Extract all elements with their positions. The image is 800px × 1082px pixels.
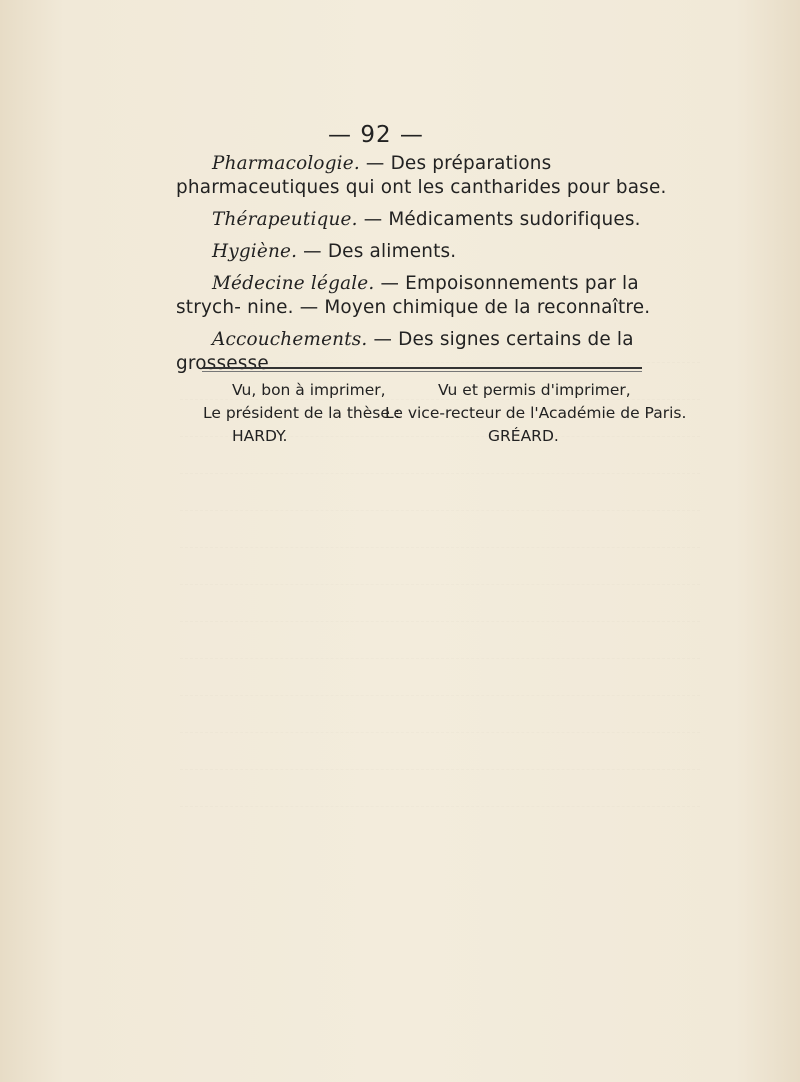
paragraph-pharmacologie [176, 152, 676, 200]
main-text [176, 120, 676, 376]
section-text-medecine-legale: — Empoisonnements par la strych- nine. — Moyen chimique de la reconnaître. [176, 273, 651, 318]
section-title-medecine-legale: Médecine légale. [212, 273, 375, 294]
section-text-hygiene: — Des aliments. [297, 241, 457, 262]
paragraph-hygiene [176, 240, 676, 264]
paragraph-medecine-legale [176, 272, 676, 320]
section-title-pharmacologie: Pharmacologie. [212, 153, 360, 174]
section-text-pharmacologie: — Des préparations pharmaceutiques qui ont les cantharides pour base. [176, 153, 667, 198]
signature-right-name: GRÉARD. [488, 427, 559, 445]
signature-left-line1: Vu, bon à imprimer, [232, 381, 386, 399]
horizontal-rule [202, 367, 642, 369]
signature-right-line2: Le vice-recteur de l'Académie de Paris. [385, 404, 687, 422]
section-text-accouchements: — Des signes certains de la grossesse [176, 329, 634, 374]
section-title-hygiene: Hygiène. [212, 241, 298, 262]
signature-left-name: HARDY. [232, 427, 288, 445]
signature-left-line2: Le président de la thèse : [203, 404, 401, 422]
section-title-accouchements: Accouchements. [212, 329, 368, 350]
page-number: — 92 — [328, 122, 424, 148]
section-text-therapeutique: — Médicaments sudorifiques. [357, 209, 641, 230]
paragraph-therapeutique [176, 208, 676, 232]
signature-right-line1: Vu et permis d'imprimer, [438, 381, 631, 399]
section-title-therapeutique: Thérapeutique. [212, 209, 358, 230]
